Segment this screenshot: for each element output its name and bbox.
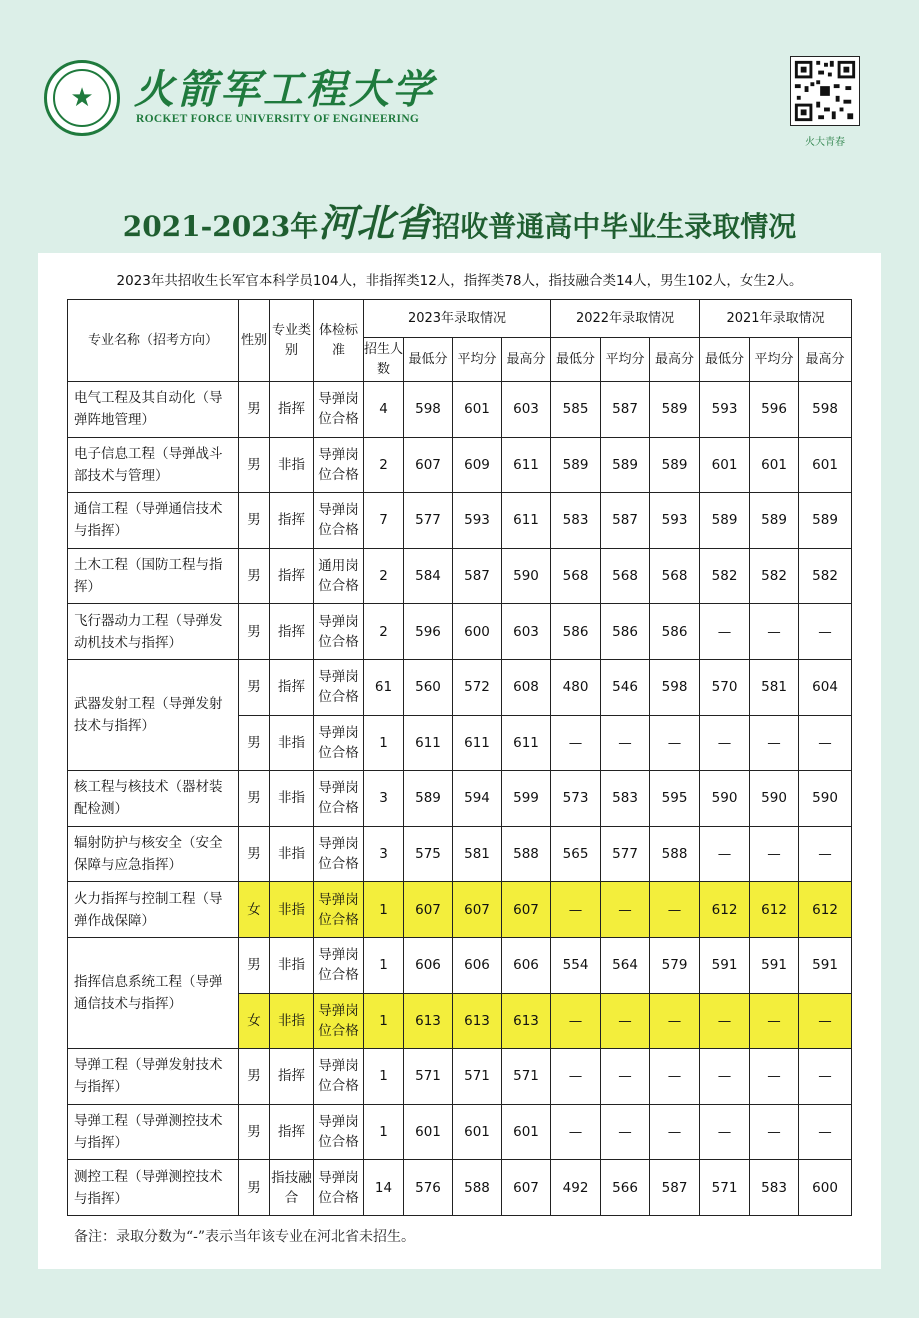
score-2023-max-cell: 590 [502,548,551,604]
enroll-count-cell: 3 [364,826,404,882]
score-2023-avg-cell: 572 [453,659,502,715]
physical-standard-cell: 导弹岗位合格 [314,659,364,715]
score-2022-max-cell: 588 [650,826,700,882]
score-2023-min-cell: 607 [404,437,453,493]
score-2023-avg-cell: 611 [453,715,502,771]
score-2021-min-cell: — [700,1104,750,1160]
physical-standard-cell: 导弹岗位合格 [314,882,364,938]
major-name-cell: 辐射防护与核安全（安全保障与应急指挥） [68,826,239,882]
physical-standard-cell: 导弹岗位合格 [314,437,364,493]
enroll-count-cell: 61 [364,659,404,715]
score-2023-avg-cell: 606 [453,937,502,993]
score-2023-max-cell: 611 [502,437,551,493]
score-2021-max-cell: 589 [799,493,852,549]
qr-code-icon[interactable] [790,56,860,126]
score-2023-avg-cell: 593 [453,493,502,549]
enroll-count-cell: 4 [364,382,404,438]
score-2023-max-cell: 606 [502,937,551,993]
major-name-cell: 测控工程（导弹测控技术与指挥） [68,1160,239,1216]
score-2023-avg-cell: 601 [453,382,502,438]
score-2021-avg-cell: 582 [750,548,799,604]
score-2022-max-cell: 586 [650,604,700,660]
score-2023-avg-cell: 600 [453,604,502,660]
score-2023-max-cell: 603 [502,382,551,438]
enroll-count-cell: 3 [364,771,404,827]
category-cell: 非指 [270,826,314,882]
score-2021-avg-cell: 612 [750,882,799,938]
enroll-count-cell: 2 [364,604,404,660]
header-category: 专业类别 [270,300,314,382]
major-name-cell: 土木工程（国防工程与指挥） [68,548,239,604]
score-2022-max-cell: 598 [650,659,700,715]
score-2023-min-cell: 576 [404,1160,453,1216]
score-2022-max-cell: — [650,715,700,771]
table-row [68,604,852,660]
enroll-count-cell: 1 [364,882,404,938]
category-cell: 指挥 [270,548,314,604]
gender-cell: 男 [239,1104,270,1160]
score-2022-min-cell: — [551,1049,601,1105]
score-2022-avg-cell: 583 [601,771,650,827]
physical-standard-cell: 导弹岗位合格 [314,1160,364,1216]
score-2022-min-cell: 492 [551,1160,601,1216]
score-2023-min-cell: 575 [404,826,453,882]
score-2022-min-cell: 585 [551,382,601,438]
score-2021-min-cell: 601 [700,437,750,493]
score-2022-max-cell: 587 [650,1160,700,1216]
score-2022-max-cell: — [650,1049,700,1105]
score-2023-max-cell: 613 [502,993,551,1049]
score-2023-min-cell: 577 [404,493,453,549]
score-2023-min-cell: 589 [404,771,453,827]
score-2022-max-cell: 579 [650,937,700,993]
major-name-cell: 通信工程（导弹通信技术与指挥） [68,493,239,549]
category-cell: 指挥 [270,604,314,660]
physical-standard-cell: 导弹岗位合格 [314,493,364,549]
score-2022-avg-cell: 586 [601,604,650,660]
score-2021-avg-cell: 581 [750,659,799,715]
score-2022-max-cell: 589 [650,437,700,493]
score-2023-avg-cell: 594 [453,771,502,827]
score-2022-min-cell: 554 [551,937,601,993]
category-cell: 指挥 [270,382,314,438]
score-2023-max-cell: 607 [502,882,551,938]
score-2022-max-cell: 568 [650,548,700,604]
score-2022-avg-cell: — [601,1049,650,1105]
physical-standard-cell: 通用岗位合格 [314,548,364,604]
score-2022-avg-cell: 566 [601,1160,650,1216]
score-2022-max-cell: 595 [650,771,700,827]
gender-cell: 女 [239,882,270,938]
table-row [68,659,852,715]
category-cell: 非指 [270,715,314,771]
header-2023: 2023年录取情况 [364,300,551,338]
score-2022-min-cell: 573 [551,771,601,827]
enroll-count-cell: 7 [364,493,404,549]
score-2021-min-cell: — [700,715,750,771]
table-row [68,1160,852,1216]
physical-standard-cell: 导弹岗位合格 [314,771,364,827]
enroll-count-cell: 1 [364,993,404,1049]
score-2023-max-cell: 588 [502,826,551,882]
score-2022-avg-cell: — [601,1104,650,1160]
major-name-cell: 火力指挥与控制工程（导弹作战保障） [68,882,239,938]
score-2021-avg-cell: — [750,993,799,1049]
score-2023-avg-cell: 587 [453,548,502,604]
score-2021-max-cell: 604 [799,659,852,715]
score-2021-min-cell: — [700,993,750,1049]
major-name-cell: 导弹工程（导弹发射技术与指挥） [68,1049,239,1105]
category-cell: 指挥 [270,1104,314,1160]
category-cell: 非指 [270,437,314,493]
score-2022-min-cell: 583 [551,493,601,549]
score-2021-min-cell: 593 [700,382,750,438]
score-2021-min-cell: 570 [700,659,750,715]
header-max: 最高分 [650,338,700,382]
category-cell: 非指 [270,993,314,1049]
score-2021-min-cell: — [700,604,750,660]
gender-cell: 男 [239,548,270,604]
score-2021-avg-cell: 583 [750,1160,799,1216]
qr-label: 火大青春 [805,137,845,148]
university-seal-logo [44,60,120,136]
score-2023-max-cell: 571 [502,1049,551,1105]
score-2023-min-cell: 613 [404,993,453,1049]
enroll-count-cell: 14 [364,1160,404,1216]
table-row [68,937,852,993]
score-2021-avg-cell: — [750,826,799,882]
title-suffix: 招收普通高中毕业生录取情况 [432,210,797,243]
header-2021: 2021年录取情况 [700,300,852,338]
gender-cell: 男 [239,826,270,882]
score-2021-avg-cell: 589 [750,493,799,549]
score-2022-max-cell: — [650,882,700,938]
score-2021-min-cell: — [700,826,750,882]
score-2021-min-cell: 612 [700,882,750,938]
physical-standard-cell: 导弹岗位合格 [314,937,364,993]
score-2021-avg-cell: 601 [750,437,799,493]
table-row [68,382,852,438]
table-row [68,882,852,938]
major-name-cell: 电气工程及其自动化（导弹阵地管理） [68,382,239,438]
score-2021-max-cell: 612 [799,882,852,938]
category-cell: 非指 [270,882,314,938]
table-row [68,548,852,604]
physical-standard-cell: 导弹岗位合格 [314,993,364,1049]
gender-cell: 男 [239,1160,270,1216]
score-2022-max-cell: — [650,1104,700,1160]
score-2022-max-cell: 589 [650,382,700,438]
physical-standard-cell: 导弹岗位合格 [314,1049,364,1105]
category-cell: 指挥 [270,1049,314,1105]
major-name-cell: 导弹工程（导弹测控技术与指挥） [68,1104,239,1160]
major-name-cell: 指挥信息系统工程（导弹通信技术与指挥） [68,937,239,1048]
enroll-count-cell: 1 [364,937,404,993]
score-2022-avg-cell: 564 [601,937,650,993]
score-2022-min-cell: 480 [551,659,601,715]
gender-cell: 男 [239,1049,270,1105]
enroll-count-cell: 1 [364,1049,404,1105]
score-2021-max-cell: — [799,1049,852,1105]
score-2022-avg-cell: 568 [601,548,650,604]
score-2021-max-cell: 591 [799,937,852,993]
enroll-count-cell: 1 [364,1104,404,1160]
header-avg: 平均分 [601,338,650,382]
gender-cell: 男 [239,937,270,993]
header-avg: 平均分 [750,338,799,382]
score-2022-avg-cell: — [601,715,650,771]
score-2023-min-cell: 611 [404,715,453,771]
header-min: 最低分 [404,338,453,382]
major-name-cell: 武器发射工程（导弹发射技术与指挥） [68,659,239,770]
score-2023-min-cell: 571 [404,1049,453,1105]
score-2022-avg-cell: 589 [601,437,650,493]
score-2023-min-cell: 598 [404,382,453,438]
header-major: 专业名称（招考方向） [68,300,239,382]
score-2023-avg-cell: 601 [453,1104,502,1160]
score-2021-max-cell: — [799,604,852,660]
table-row [68,437,852,493]
category-cell: 指挥 [270,493,314,549]
category-cell: 非指 [270,771,314,827]
gender-cell: 男 [239,382,270,438]
admission-summary: 2023年共招收生长军官本科学员104人，非指挥类12人，指挥类78人，指技融合类14人，男生102人，女生2人。 [116,273,803,289]
score-2023-avg-cell: 571 [453,1049,502,1105]
table-row [68,826,852,882]
score-2021-min-cell: 591 [700,937,750,993]
score-2023-avg-cell: 581 [453,826,502,882]
score-2023-min-cell: 560 [404,659,453,715]
physical-standard-cell: 导弹岗位合格 [314,1104,364,1160]
score-2021-max-cell: 600 [799,1160,852,1216]
score-2022-avg-cell: 587 [601,382,650,438]
score-2021-min-cell: 582 [700,548,750,604]
enroll-count-cell: 2 [364,437,404,493]
score-2022-min-cell: 589 [551,437,601,493]
score-2022-avg-cell: 546 [601,659,650,715]
score-2022-min-cell: — [551,882,601,938]
table-body [68,382,852,1216]
score-2022-min-cell: — [551,1104,601,1160]
gender-cell: 女 [239,993,270,1049]
major-name-cell: 核工程与核技术（器材装配检测） [68,771,239,827]
university-name-en: ROCKET FORCE UNIVERSITY OF ENGINEERING [136,113,420,125]
table-row [68,1049,852,1105]
header-avg: 平均分 [453,338,502,382]
score-2022-avg-cell: 587 [601,493,650,549]
score-2023-max-cell: 611 [502,715,551,771]
score-2022-min-cell: 565 [551,826,601,882]
title-province: 河北省 [318,200,433,245]
score-2021-max-cell: 582 [799,548,852,604]
score-2021-max-cell: — [799,826,852,882]
score-2021-avg-cell: — [750,1104,799,1160]
score-2021-min-cell: 571 [700,1160,750,1216]
score-2023-min-cell: 606 [404,937,453,993]
enroll-count-cell: 1 [364,715,404,771]
score-2023-max-cell: 601 [502,1104,551,1160]
enroll-count-cell: 2 [364,548,404,604]
score-2021-max-cell: 590 [799,771,852,827]
score-2023-max-cell: 607 [502,1160,551,1216]
score-2021-min-cell: 589 [700,493,750,549]
score-2022-min-cell: 586 [551,604,601,660]
score-2023-max-cell: 599 [502,771,551,827]
score-2022-avg-cell: 577 [601,826,650,882]
score-2021-avg-cell: — [750,715,799,771]
score-2021-max-cell: 601 [799,437,852,493]
gender-cell: 男 [239,493,270,549]
header-max: 最高分 [799,338,852,382]
header-2022: 2022年录取情况 [551,300,700,338]
header-min: 最低分 [551,338,601,382]
physical-standard-cell: 导弹岗位合格 [314,826,364,882]
major-name-cell: 电子信息工程（导弹战斗部技术与管理） [68,437,239,493]
score-2022-min-cell: — [551,993,601,1049]
score-2021-max-cell: — [799,1104,852,1160]
gender-cell: 男 [239,659,270,715]
admission-card [38,253,881,1269]
table-row [68,771,852,827]
physical-standard-cell: 导弹岗位合格 [314,715,364,771]
score-2021-max-cell: 598 [799,382,852,438]
score-2023-avg-cell: 607 [453,882,502,938]
page-header [0,0,919,170]
score-2021-min-cell: 590 [700,771,750,827]
score-2021-min-cell: — [700,1049,750,1105]
admission-table [67,299,852,1216]
score-2023-max-cell: 611 [502,493,551,549]
score-2021-max-cell: — [799,993,852,1049]
page-title [0,192,919,247]
score-2023-avg-cell: 613 [453,993,502,1049]
score-2023-min-cell: 607 [404,882,453,938]
score-2023-max-cell: 608 [502,659,551,715]
star-emblem-icon: ★ [53,69,111,127]
score-2021-avg-cell: — [750,1049,799,1105]
header-physical: 体检标准 [314,300,364,382]
header-enroll: 招生人数 [364,338,404,382]
gender-cell: 男 [239,771,270,827]
score-2023-max-cell: 603 [502,604,551,660]
footnote: 备注：录取分数为“-”表示当年该专业在河北省未招生。 [74,1229,416,1245]
score-2022-max-cell: 593 [650,493,700,549]
score-2021-avg-cell: 590 [750,771,799,827]
header-gender: 性别 [239,300,270,382]
category-cell: 指技融合 [270,1160,314,1216]
score-2021-max-cell: — [799,715,852,771]
score-2022-min-cell: — [551,715,601,771]
score-2022-min-cell: 568 [551,548,601,604]
major-name-cell: 飞行器动力工程（导弹发动机技术与指挥） [68,604,239,660]
university-name-cn: 火箭军工程大学 [134,66,435,113]
gender-cell: 男 [239,715,270,771]
score-2021-avg-cell: — [750,604,799,660]
score-2021-avg-cell: 591 [750,937,799,993]
table-row [68,1104,852,1160]
score-2023-min-cell: 601 [404,1104,453,1160]
score-2023-avg-cell: 588 [453,1160,502,1216]
gender-cell: 男 [239,437,270,493]
category-cell: 非指 [270,937,314,993]
category-cell: 指挥 [270,659,314,715]
score-2022-avg-cell: — [601,882,650,938]
table-row [68,493,852,549]
physical-standard-cell: 导弹岗位合格 [314,604,364,660]
physical-standard-cell: 导弹岗位合格 [314,382,364,438]
header-min: 最低分 [700,338,750,382]
score-2023-min-cell: 584 [404,548,453,604]
header-max: 最高分 [502,338,551,382]
score-2023-min-cell: 596 [404,604,453,660]
score-2023-avg-cell: 609 [453,437,502,493]
score-2021-avg-cell: 596 [750,382,799,438]
score-2022-avg-cell: — [601,993,650,1049]
gender-cell: 男 [239,604,270,660]
score-2022-max-cell: — [650,993,700,1049]
title-years: 2021-2023年 [122,210,319,243]
